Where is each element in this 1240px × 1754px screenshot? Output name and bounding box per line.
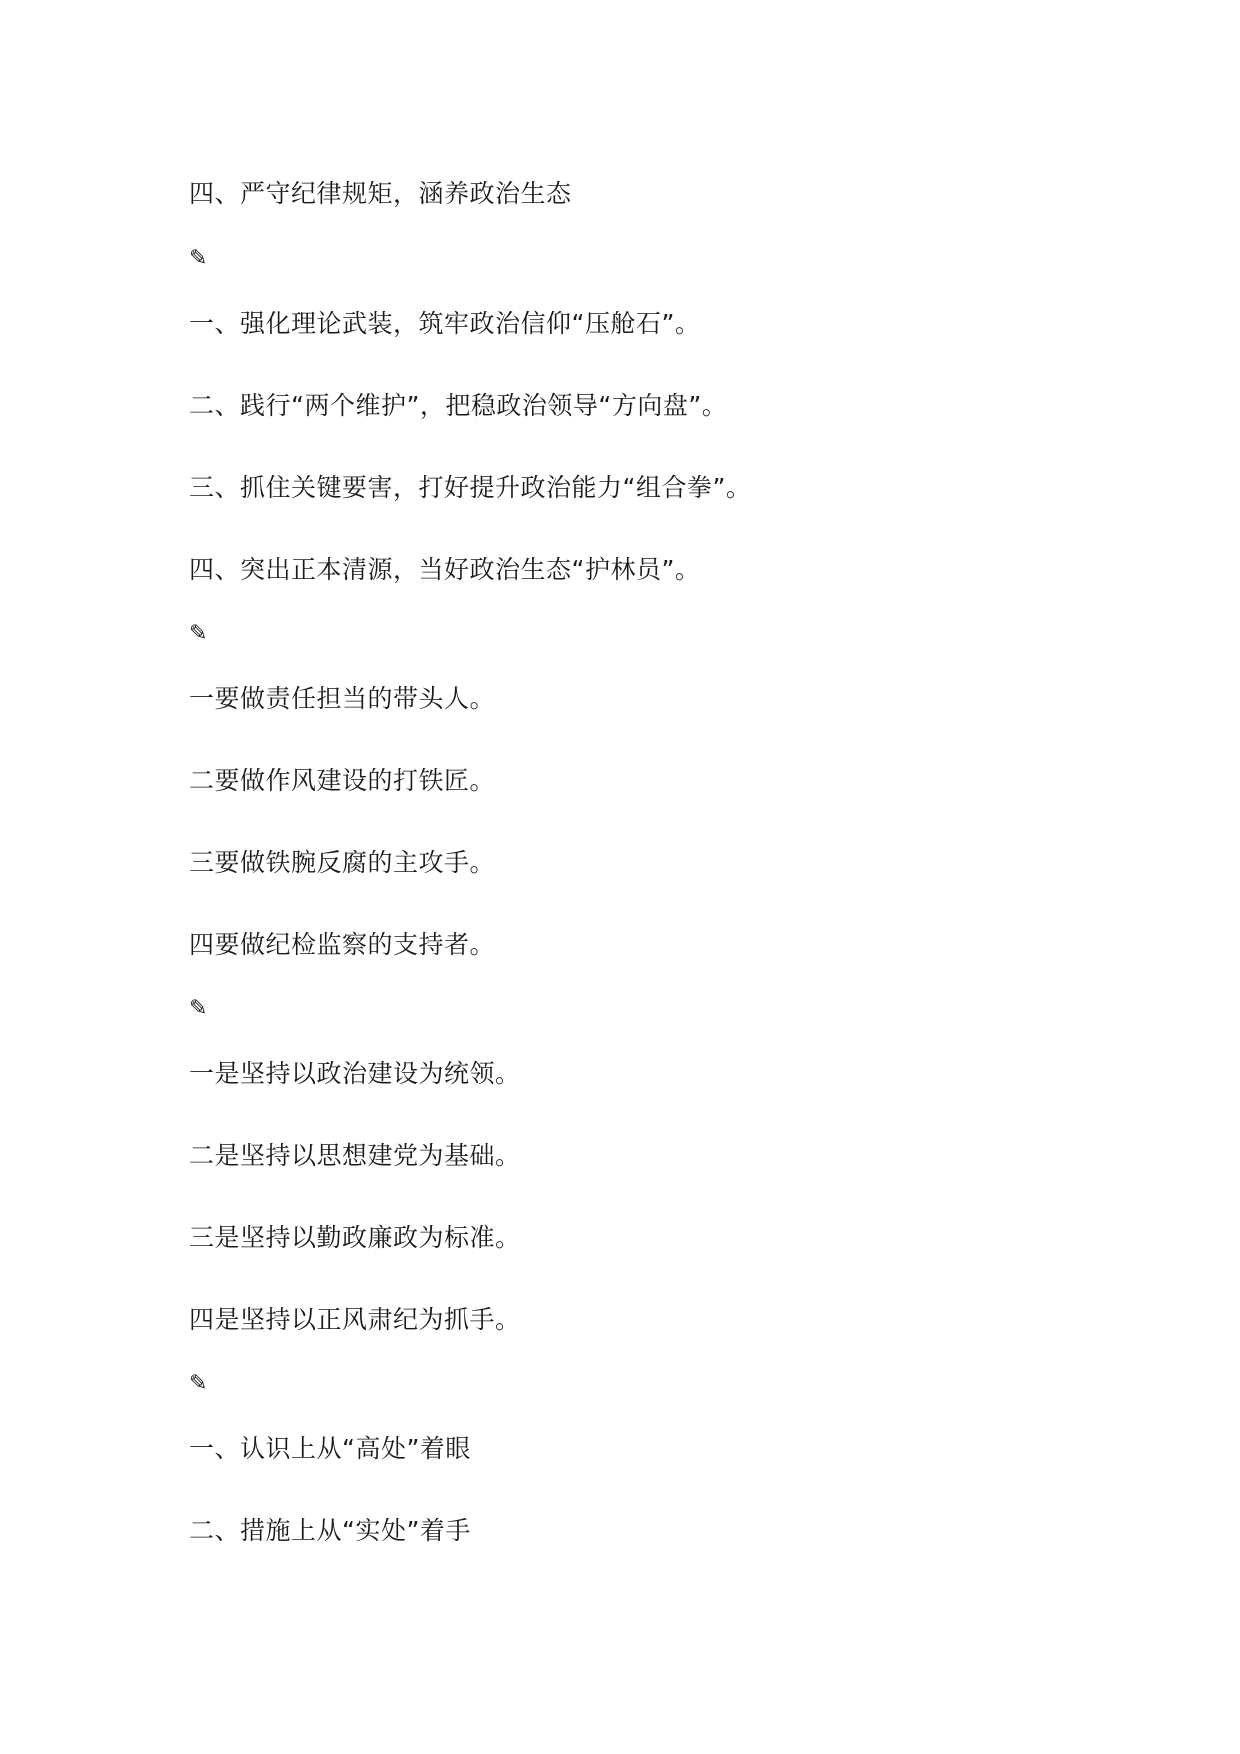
- list-item: 一、强化理论武装，筑牢政治信仰“压舱石”。: [189, 309, 701, 338]
- list-item: 一、认识上从“高处”着眼: [189, 1434, 471, 1463]
- pencil-icon: ✎: [189, 246, 208, 271]
- list-item: 二要做作风建设的打铁匠。: [189, 766, 496, 795]
- list-item: 三、抓住关键要害，打好提升政治能力“组合拳”。: [189, 473, 752, 502]
- list-item: 四、突出正本清源，当好政治生态“护林员”。: [189, 555, 701, 584]
- list-item: 四是坚持以正风肃纪为抓手。: [189, 1305, 521, 1334]
- list-item: 一要做责任担当的带头人。: [189, 684, 496, 713]
- list-item: 二是坚持以思想建党为基础。: [189, 1141, 521, 1170]
- pencil-icon: ✎: [189, 1371, 208, 1396]
- list-item: 四要做纪检监察的支持者。: [189, 930, 496, 959]
- section-heading: 四、严守纪律规矩，涵养政治生态: [189, 179, 572, 208]
- pencil-icon: ✎: [189, 996, 208, 1021]
- list-item: 三是坚持以勤政廉政为标准。: [189, 1223, 521, 1252]
- list-item: 二、措施上从“实处”着手: [189, 1516, 471, 1545]
- pencil-icon: ✎: [189, 621, 208, 646]
- list-item: 三要做铁腕反腐的主攻手。: [189, 848, 496, 877]
- list-item: 二、践行“两个维护”，把稳政治领导“方向盘”。: [189, 391, 728, 420]
- list-item: 一是坚持以政治建设为统领。: [189, 1059, 521, 1088]
